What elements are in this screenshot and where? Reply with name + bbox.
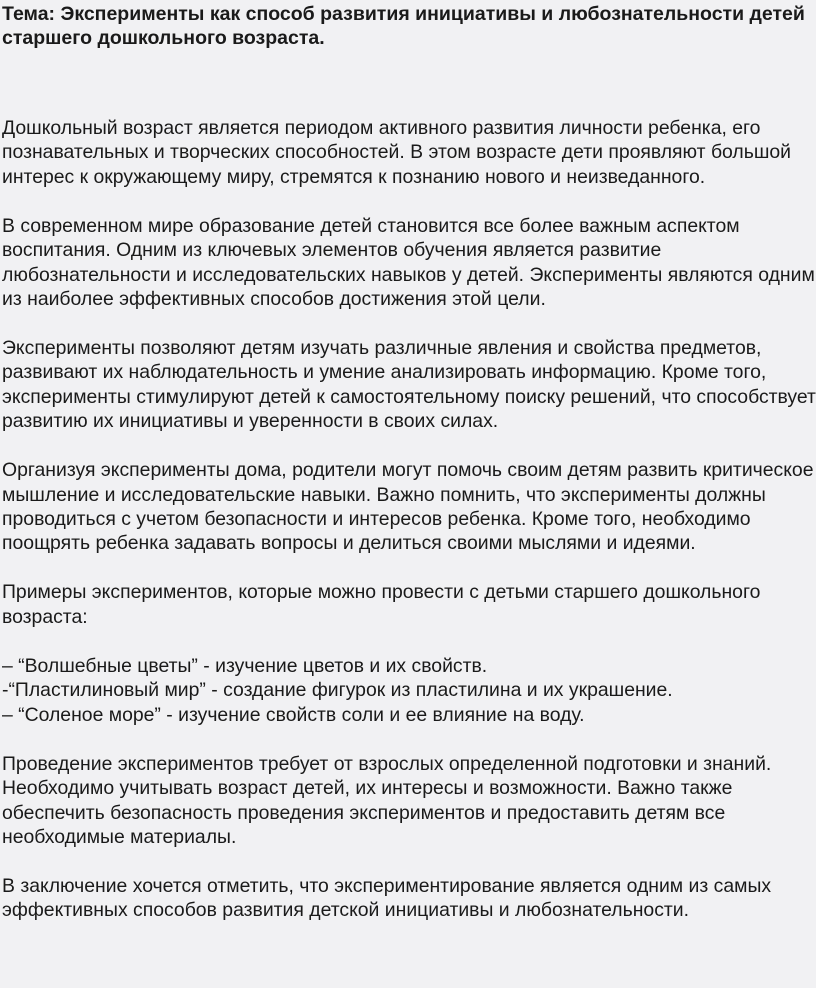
experiment-list [2,654,816,727]
paragraph: В современном мире образование детей становится все более важным аспектом воспитания. Одним из ключевых элементов обучения является развитие любознательности и исследовательских навыков у детей. Эксперименты являются одним из наиболее эффективных способов достижения этой цели. [2,214,815,311]
document-body [2,116,816,947]
list-item: -“Пластилиновый мир” - создание фигурок из пластилина и их украшение. [2,679,673,702]
list-item: – “Волшебные цветы” - изучение цветов и их свойств. [2,654,488,677]
paragraph: Примеры экспериментов, которые можно провести с детьми старшего дошкольного возраста: [2,581,761,628]
paragraph: Дошкольный возраст является периодом активного развития личности ребенка, его познавательных и творческих способностей. В этом возрасте дети проявляют большой интерес к окружающему миру, стремятся к познанию нового и неизведанного. [2,117,791,188]
paragraph: Проведение экспериментов требует от взрослых определенной подготовки и знаний. Необходимо учитывать возраст детей, их интересы и возможности. Важно также обеспечить безопасность проведения экспериментов и предоставить детям все необходимые материалы. [2,752,772,848]
paragraph: Организуя эксперименты дома, родители могут помочь своим детям развить критическое мышление и исследовательские навыки. Важно помнить, что эксперименты должны проводиться с учетом безопасности и интересов ребенка. Кроме того, необходимо поощрять ребенка задавать вопросы и делиться своими мыслями и идеями. [2,459,814,555]
paragraph: В заключение хочется отметить, что экспериментирование является одним из самых эффективных способов развития детской инициативы и любознательности. [2,874,772,922]
list-item: – “Соленое море” - изучение свойств соли и ее влияние на воду. [2,703,585,726]
paragraph: Эксперименты позволяют детям изучать различные явления и свойства предметов, развивают их наблюдательность и умение анализировать информацию. Кроме того, эксперименты стимулируют детей к самостоятельному поиску решений, что способствует развитию их инициативы и уверенности в своих силах. [2,337,816,433]
document-title: Тема: Эксперименты как способ развития инициативы и любознательности детей старшего дошкольного возраста. [2,3,805,49]
